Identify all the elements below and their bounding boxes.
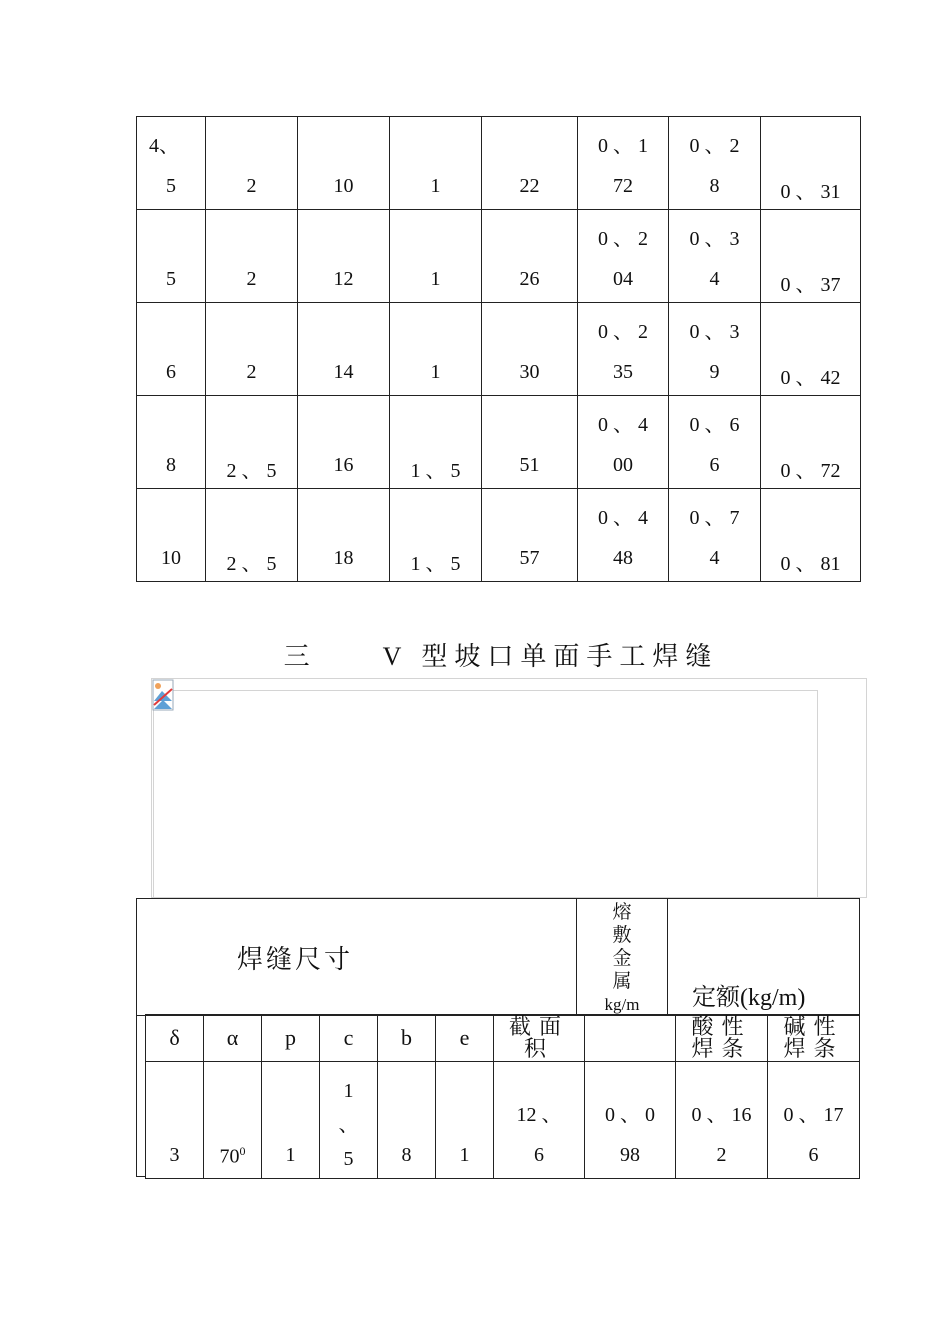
deposited-metal-unit: kg/m <box>604 995 640 1014</box>
cell-line-1: 0 、 2 <box>689 135 740 157</box>
table-cell <box>578 210 669 303</box>
cell-line-1: 0 、 3 <box>689 321 740 343</box>
deposited-metal-header-cell <box>577 899 668 1016</box>
table-cell <box>298 303 390 396</box>
table-cell <box>482 303 578 396</box>
table-cell <box>761 396 861 489</box>
cell-line-2: 57 <box>519 547 540 569</box>
cell-line-1: 0 、 2 <box>598 228 648 250</box>
cell-line-2: 12 <box>333 268 354 290</box>
cell-line-2: 26 <box>519 268 540 290</box>
consumption-table-continued <box>136 116 861 582</box>
table-cell <box>669 210 761 303</box>
value-p: 1 <box>262 1062 320 1179</box>
table-cell <box>578 489 669 582</box>
table-cell <box>761 117 861 210</box>
table-cell <box>390 489 482 582</box>
table-cell <box>206 489 298 582</box>
header-b: b <box>378 1015 436 1062</box>
cell-line-2: 8 <box>709 175 720 197</box>
header-metal-empty <box>585 1015 676 1062</box>
header-area: 截面 积 <box>494 1015 585 1062</box>
cell-line-2: 14 <box>333 361 354 383</box>
table-cell <box>578 117 669 210</box>
table-row <box>137 303 861 396</box>
value-deposited-metal: 0 、 0 98 <box>585 1062 676 1179</box>
cell-line-2: 2 、 5 <box>226 460 277 482</box>
header-alpha: α <box>204 1015 262 1062</box>
cell-line-1: 0 、 3 <box>689 228 740 250</box>
cell-line-2: 1 、 5 <box>410 553 461 575</box>
table-cell <box>298 396 390 489</box>
table-cell <box>137 303 206 396</box>
weld-size-header-cell <box>137 899 577 1016</box>
cell-line-2: 48 <box>613 547 633 569</box>
value-b: 8 <box>378 1062 436 1179</box>
header-acid-electrode: 酸性 焊条 <box>676 1015 768 1062</box>
table-cell <box>578 396 669 489</box>
cell-line-2: 0 、 31 <box>780 181 841 203</box>
table-cell <box>482 117 578 210</box>
cell-line-2: 2 <box>246 361 257 383</box>
cell-line-2: 51 <box>519 454 540 476</box>
table-cell <box>137 210 206 303</box>
table-cell <box>761 303 861 396</box>
table-row <box>137 210 861 303</box>
cell-line-2: 1 <box>430 175 441 197</box>
header-e: e <box>436 1015 494 1062</box>
table-row <box>137 117 861 210</box>
weld-size-label: 焊缝尺寸 <box>237 945 354 974</box>
table-cell <box>298 489 390 582</box>
table-cell <box>206 303 298 396</box>
table-cell <box>482 210 578 303</box>
cell-line-2: 4 <box>709 268 720 290</box>
cell-line-1: 0 、 4 <box>598 507 648 529</box>
table-left-edge <box>136 1014 145 1177</box>
cell-line-1: 0 、 1 <box>598 135 648 157</box>
value-alkali-electrode: 0 、 17 6 <box>768 1062 860 1179</box>
weld-dimension-table <box>145 1014 860 1179</box>
cell-line-2: 2 、 5 <box>226 553 277 575</box>
value-alpha: $70^0$ <box>204 1062 262 1179</box>
header-p: p <box>262 1015 320 1062</box>
cell-line-2: 5 <box>166 268 176 290</box>
table-cell <box>298 117 390 210</box>
table-cell <box>206 396 298 489</box>
table-cell <box>137 117 206 210</box>
table-cell <box>137 396 206 489</box>
value-delta: 3 <box>146 1062 204 1179</box>
figure-placeholder <box>153 690 818 898</box>
table-cell <box>669 117 761 210</box>
cell-line-2: 30 <box>519 361 540 383</box>
cell-line-2: 04 <box>613 268 633 290</box>
header-delta: δ <box>146 1015 204 1062</box>
table-cell <box>137 489 206 582</box>
value-e: 1 <box>436 1062 494 1179</box>
cell-line-1: 4、 <box>149 135 179 157</box>
cell-line-2: 72 <box>613 175 633 197</box>
weld-table-header <box>136 898 860 1016</box>
quota-label: 定额(kg/m) <box>692 985 806 1011</box>
cell-line-2: 1 、 5 <box>410 460 461 482</box>
table-cell <box>482 489 578 582</box>
value-c: 1 、 5 <box>320 1062 378 1179</box>
cell-line-2: 0 、 72 <box>780 460 841 482</box>
value-area: 12 、 6 <box>494 1062 585 1179</box>
cell-line-2: 00 <box>613 454 633 476</box>
section-heading: 三 V 型坡口单面手工焊缝 <box>283 642 719 671</box>
cell-line-2: 2 <box>246 175 257 197</box>
cell-line-2: 4 <box>709 547 720 569</box>
table-cell <box>390 303 482 396</box>
cell-line-1: 0 、 7 <box>689 507 740 529</box>
table-cell <box>298 210 390 303</box>
cell-line-2: 0 、 37 <box>780 274 841 296</box>
table-cell <box>669 396 761 489</box>
cell-line-2: 2 <box>246 268 257 290</box>
header-c: c <box>320 1015 378 1062</box>
cell-line-1: 0 、 4 <box>598 414 648 436</box>
quota-header-cell <box>668 899 860 1016</box>
cell-line-2: 9 <box>709 361 720 383</box>
cell-line-2: 16 <box>333 454 354 476</box>
cell-line-2: 0 、 42 <box>780 367 841 389</box>
table-cell <box>761 489 861 582</box>
cell-line-2: 8 <box>166 454 176 476</box>
deposited-metal-label: 熔 敷 金 属 kg/m <box>577 901 667 1016</box>
cell-line-2: 6 <box>166 361 176 383</box>
table-row <box>137 396 861 489</box>
cell-line-2: 22 <box>519 175 540 197</box>
header-alkali-electrode: 碱性 焊条 <box>768 1015 860 1062</box>
cell-line-2: 35 <box>613 361 633 383</box>
cell-line-2: 1 <box>430 361 441 383</box>
table-cell <box>669 489 761 582</box>
cell-line-2: 18 <box>333 547 354 569</box>
cell-line-2: 10 <box>333 175 354 197</box>
table-cell <box>761 210 861 303</box>
value-acid-electrode: 0 、 16 2 <box>676 1062 768 1179</box>
table-cell <box>578 303 669 396</box>
cell-line-2: 0 、 81 <box>780 553 841 575</box>
table-cell <box>390 210 482 303</box>
cell-line-2: 10 <box>161 547 181 569</box>
table-cell <box>390 117 482 210</box>
table-cell <box>482 396 578 489</box>
table-cell <box>669 303 761 396</box>
cell-line-1: 0 、 2 <box>598 321 648 343</box>
table-row <box>137 489 861 582</box>
cell-line-2: 6 <box>709 454 720 476</box>
broken-image-icon <box>152 679 174 711</box>
cell-line-2: 5 <box>166 175 176 197</box>
table-cell <box>206 210 298 303</box>
table-cell <box>206 117 298 210</box>
cell-line-2: 1 <box>430 268 441 290</box>
table-cell <box>390 396 482 489</box>
cell-line-1: 0 、 6 <box>689 414 740 436</box>
